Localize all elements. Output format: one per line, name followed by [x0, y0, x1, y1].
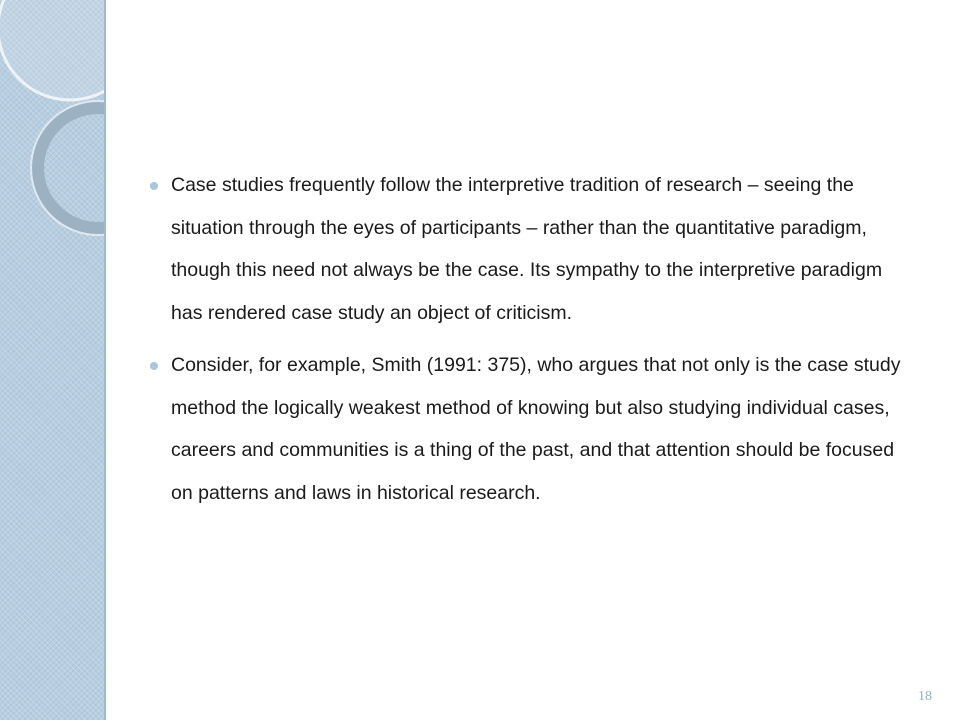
- bullet-item-smith-quote: [150, 344, 910, 514]
- decorative-sidebar: [0, 0, 106, 720]
- bullet-item-interpretive-tradition: [150, 164, 910, 334]
- bullet-text: Case studies frequently follow the interpretive tradition of research – seeing the situation through the eyes of participants – rather than the quantitative paradigm, though this need not always be the case. Its sympathy to the interpretive paradigm has rendered case study an object of criticism.: [171, 174, 883, 324]
- decorative-circles-graphic: [0, 0, 104, 720]
- bullet-dot-icon: [150, 362, 158, 370]
- bullet-text: Consider, for example, Smith (1991: 375), who argues that not only is the case study method the logically weakest method of knowing but also studying individual cases, careers and communities is a thing of the past, and that attention should be focused on patterns and laws in historical research.: [171, 354, 901, 504]
- content-bullet-list: [150, 164, 910, 524]
- bullet-dot-icon: [150, 182, 158, 190]
- page-number: 18: [918, 689, 932, 704]
